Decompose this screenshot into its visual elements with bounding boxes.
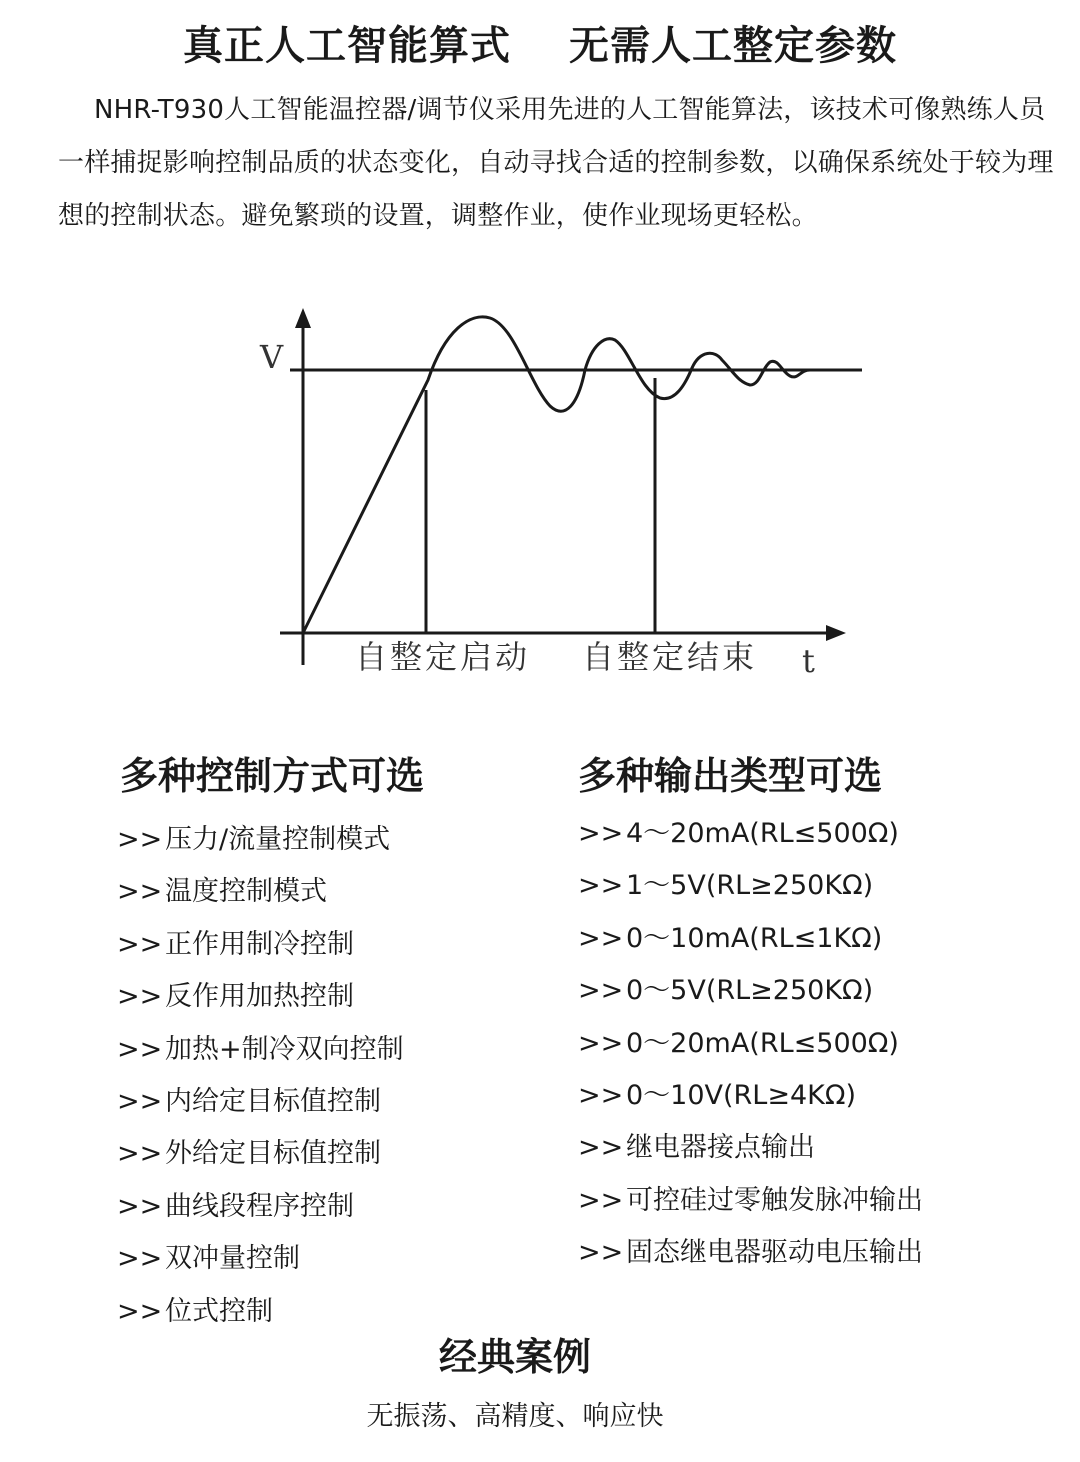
bullet-marker: >> <box>117 928 163 960</box>
list-item <box>117 1233 404 1285</box>
list-item-text: 1～5V(RL≥250KΩ) <box>626 870 874 902</box>
list-item-text: 双冲量控制 <box>165 1243 300 1275</box>
list-item <box>117 1076 404 1128</box>
list-item <box>578 965 923 1017</box>
list-item-text: 曲线段程序控制 <box>165 1190 354 1222</box>
list-item <box>117 919 404 971</box>
output-types-list <box>578 808 923 1280</box>
list-item-text: 固态继电器驱动电压输出 <box>626 1237 923 1269</box>
list-item <box>578 1070 923 1122</box>
bullet-marker: >> <box>117 876 163 908</box>
list-item <box>578 1175 923 1227</box>
bullet-marker: >> <box>117 1295 163 1327</box>
title-left: 真正人工智能算式 <box>183 23 511 69</box>
list-item <box>578 808 923 860</box>
list-item-text: 0～10mA(RL≤1KΩ) <box>626 922 883 954</box>
control-modes-title: 多种控制方式可选 <box>120 754 425 798</box>
bullet-marker: >> <box>117 1085 163 1117</box>
intro-paragraph: NHR-T930人工智能温控器/调节仪采用先进的人工智能算法，该技术可像熟练人员一样捕捉影响控制品质的状态变化，自动寻找合适的控制参数，以确保系统处于较为理想的控制状态。避免繁琐的设置，调整作业，使作业现场更轻松。 <box>58 95 1054 231</box>
bullet-marker: >> <box>578 818 624 849</box>
list-item <box>578 1122 923 1174</box>
cases-subtitle: 无振荡、高精度、响应快 <box>366 1401 664 1432</box>
list-item <box>117 971 404 1023</box>
list-item-text: 压力/流量控制模式 <box>165 824 391 855</box>
list-item <box>578 913 923 965</box>
bullet-marker: >> <box>578 975 624 1007</box>
bullet-marker: >> <box>117 1033 163 1065</box>
list-item-text: 0～20mA(RL≤500Ω) <box>626 1027 899 1059</box>
bullet-marker: >> <box>117 1243 163 1275</box>
output-types-title: 多种输出类型可选 <box>578 754 883 798</box>
bullet-marker: >> <box>117 981 163 1013</box>
list-item <box>117 1024 404 1076</box>
y-axis-arrow <box>295 308 311 328</box>
list-item-text: 正作用制冷控制 <box>165 928 354 960</box>
page-title <box>0 14 1080 71</box>
bullet-marker: >> <box>578 1184 624 1216</box>
list-item <box>578 1018 923 1070</box>
title-right: 无需人工整定参数 <box>569 23 897 69</box>
x-axis-label: t <box>802 642 815 680</box>
list-item <box>117 1128 404 1180</box>
list-item-text: 位式控制 <box>165 1295 273 1327</box>
bullet-marker: >> <box>578 1132 624 1164</box>
bullet-marker: >> <box>578 1237 624 1269</box>
list-item <box>578 860 923 912</box>
bullet-marker: >> <box>578 1027 624 1059</box>
control-modes-list <box>117 814 404 1338</box>
list-item <box>117 1181 404 1233</box>
list-item-text: 继电器接点输出 <box>626 1132 815 1164</box>
list-item-text: 0～5V(RL≥250KΩ) <box>626 975 874 1007</box>
y-axis-label: V <box>260 338 284 376</box>
x-axis-arrow <box>826 625 846 641</box>
bullet-marker: >> <box>117 1190 163 1222</box>
list-item-text: 外给定目标值控制 <box>165 1138 381 1170</box>
list-item <box>578 1227 923 1279</box>
response-curve <box>303 317 826 633</box>
bullet-marker: >> <box>117 1138 163 1170</box>
bullet-marker: >> <box>578 1079 624 1111</box>
bullet-marker: >> <box>578 870 624 902</box>
bullet-marker: >> <box>578 922 624 954</box>
list-item-text: 可控硅过零触发脉冲输出 <box>626 1184 923 1216</box>
autotune-end-label: 自整定结束 <box>582 638 758 676</box>
list-item-text: 反作用加热控制 <box>165 981 354 1013</box>
cases-title: 经典案例 <box>438 1335 591 1379</box>
bullet-marker: >> <box>117 824 163 855</box>
list-item <box>117 814 404 866</box>
list-item-text: 加热+制冷双向控制 <box>165 1033 404 1065</box>
list-item <box>117 866 404 918</box>
list-item-text: 0～10V(RL≥4KΩ) <box>626 1079 857 1111</box>
autotune-response-figure <box>0 300 1080 690</box>
autotune-start-label: 自整定启动 <box>355 638 531 676</box>
list-item-text: 温度控制模式 <box>165 876 327 908</box>
list-item-text: 内给定目标值控制 <box>165 1085 381 1117</box>
list-item-text: 4～20mA(RL≤500Ω) <box>626 818 899 849</box>
